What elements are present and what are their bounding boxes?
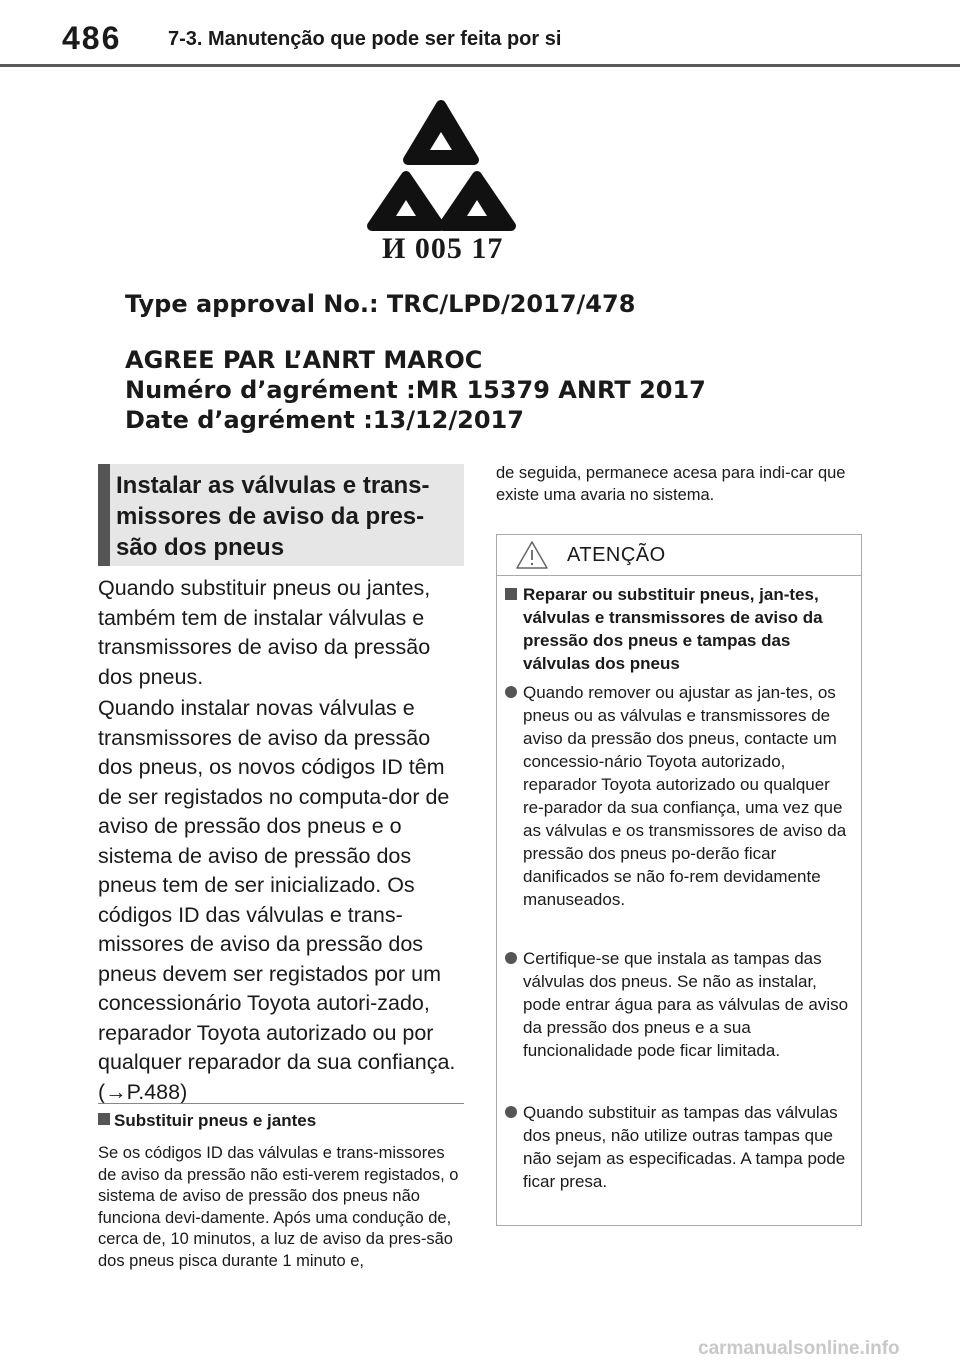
type-approval-text: Type approval No.: TRC/LPD/2017/478 [125, 290, 636, 318]
subsection-text-continued: de seguida, permanece acesa para indi-car que existe uma avaria no sistema. [496, 464, 846, 504]
warning-subtitle-text: Reparar ou substituir pneus, jan-tes, válvulas e transmissores de aviso da pressão dos pneus e tampas das válvulas dos pneus [523, 585, 823, 673]
square-bullet-icon [505, 588, 517, 600]
warning-item [505, 947, 855, 1062]
certification-number: И 005 17 [382, 232, 504, 265]
warning-item [505, 1101, 855, 1193]
round-bullet-icon [505, 686, 517, 698]
subsection-text: Se os códigos ID das válvulas e trans-missores de aviso da pressão não esti-verem registados, o sistema de aviso de pressão dos pneus não funciona devi-damente. Após uma condução de, cerca de, 10 minutos, a luz de aviso da pres-são dos pneus pisca durante 1 minuto e, [98, 1144, 459, 1270]
three-triangles-approval-mark-icon [110, 100, 670, 240]
round-bullet-icon [505, 952, 517, 964]
subsection-divider [98, 1103, 464, 1104]
paragraph-text: Quando instalar novas válvulas e transmissores de aviso da pressão dos pneus, os novos códigos ID têm de ser registados no computa-dor de aviso de pressão dos pneus e o sistema de aviso de pressão dos pneus tem de ser inicializado. Os códigos ID das válvulas e trans-missores de aviso da pressão dos pneus devem ser registados por um concessionário Toyota autori-zado, reparador Toyota autorizado ou por qualquer reparador da sua confiança. (→P.488) [98, 696, 456, 1104]
subsection-title [98, 1111, 316, 1131]
agrement-date-text: Date d’agrément :13/12/2017 [125, 406, 524, 434]
body-paragraph-1 [98, 574, 466, 692]
warning-subtitle [505, 583, 855, 675]
section-title: 7-3. Manutenção que pode ser feita por si [168, 28, 562, 50]
agree-text: AGREE PAR L’ANRT MAROC [125, 346, 483, 374]
warning-triangle-icon [515, 540, 549, 570]
paragraph-text: Quando substituir pneus ou jantes, também tem de instalar válvulas e transmissores de aviso da pressão dos pneus. [98, 576, 431, 689]
warning-box [496, 534, 862, 1226]
round-bullet-icon [505, 1106, 517, 1118]
certification-figure [110, 100, 706, 445]
section-heading: Instalar as válvulas e trans-missores de aviso da pres-são dos pneus [116, 472, 430, 561]
warning-item-text: Quando remover ou ajustar as jan-tes, os pneus ou as válvulas e transmissores de aviso da pressão dos pneus, contacte um concessio-nário Toyota autorizado, reparador Toyota autorizado ou qualquer re-parador da sua confiança, uma vez que as válvulas e os transmissores de aviso da pressão dos pneus po-derão ficar danificados se não fo-rem devidamente manuseados. [523, 683, 847, 909]
warning-item-text: Quando substituir as tampas das válvulas dos pneus, não utilize outras tampas que não sejam as especificadas. A tampa pode ficar presa. [523, 1103, 846, 1191]
warning-item [505, 681, 855, 911]
page-header [0, 0, 960, 68]
warning-header [497, 535, 861, 576]
section-heading-box [98, 464, 464, 566]
header-divider [0, 64, 960, 67]
subsection-title-text: Substituir pneus e jantes [114, 1111, 317, 1130]
warning-label: ATENÇÃO [567, 544, 666, 566]
warning-item-text: Certifique-se que instala as tampas das válvulas dos pneus. Se não as instalar, pode entrar água para as válvulas de aviso da pressão dos pneus e a sua funcionalidade pode ficar limitada. [523, 949, 849, 1060]
heading-accent-bar [98, 464, 110, 566]
square-bullet-icon [98, 1113, 110, 1125]
watermark: carmanualsonline.info [698, 1338, 900, 1359]
page-number: 486 [62, 20, 122, 56]
agrement-number-text: Numéro d’agrément :MR 15379 ANRT 2017 [125, 376, 706, 404]
body-paragraph-2 [98, 694, 466, 1107]
